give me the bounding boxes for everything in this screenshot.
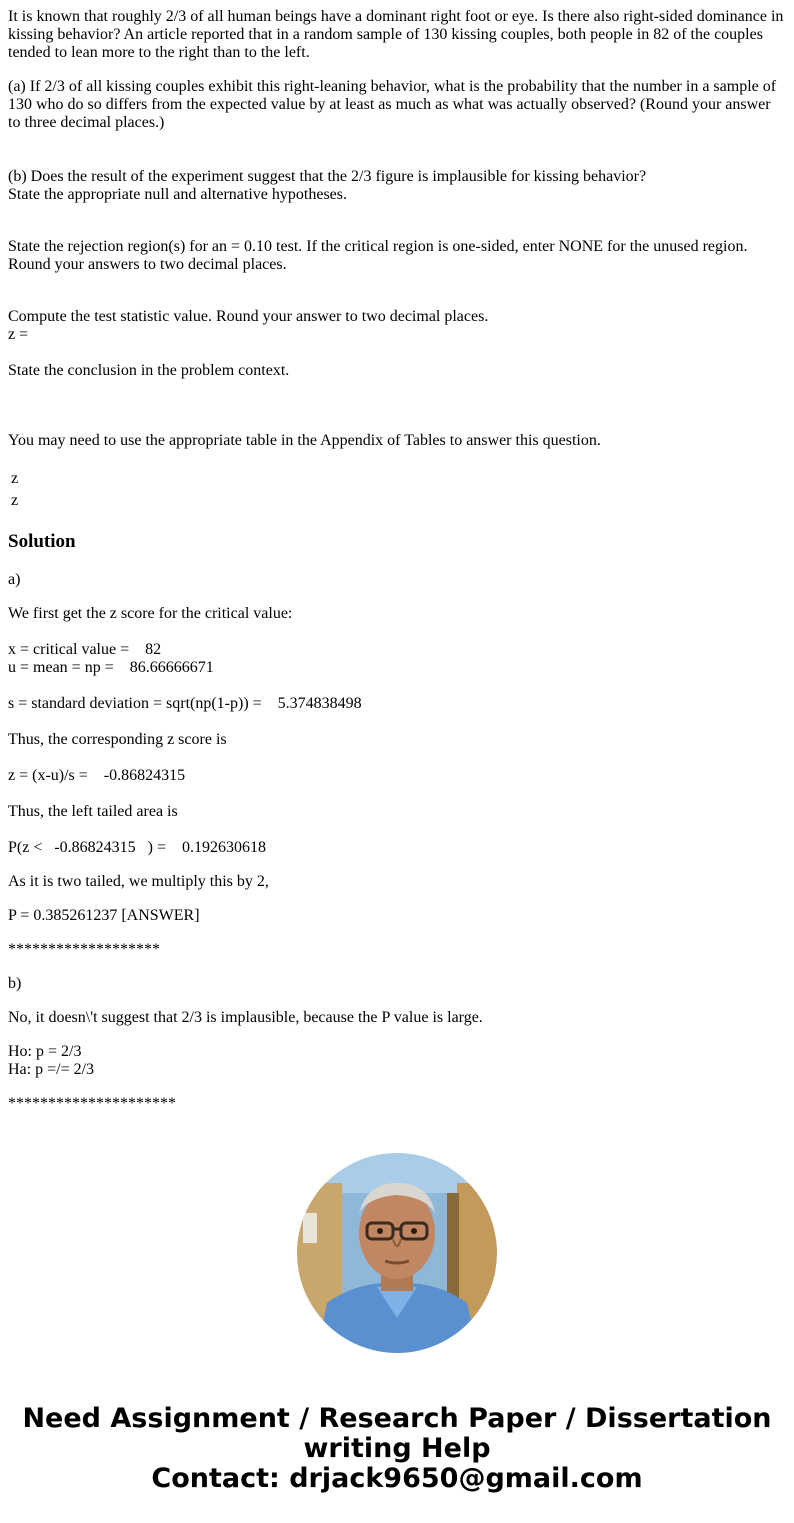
null-hypothesis: Ho: p = 2/3 xyxy=(8,1043,82,1060)
promo-contact: Contact: drjack9650@gmail.com xyxy=(151,1463,643,1494)
separator: ******************* xyxy=(8,941,160,958)
std-dev-line: s = standard deviation = sqrt(np(1-p)) = 5.374838498 xyxy=(8,695,362,712)
answer-line: P = 0.385261237 [ANSWER] xyxy=(8,907,200,924)
promo-line-2: writing Help xyxy=(303,1433,491,1464)
hypotheses-prompt: State the appropriate null and alternative hypotheses. xyxy=(8,186,347,203)
tutor-portrait-icon xyxy=(297,1153,497,1353)
question-part-b: (b) Does the result of the experiment suggest that the 2/3 figure is implausible for kissing behavior? xyxy=(8,168,647,185)
tutor-avatar xyxy=(297,1153,497,1353)
separator: ********************* xyxy=(8,1095,176,1112)
rejection-region-prompt: State the rejection region(s) for an = 0.10 test. If the critical region is one-sided, enter NONE for the unused region. xyxy=(8,238,748,255)
z-table-cell: z xyxy=(11,492,19,509)
z-answer-label: z = xyxy=(8,326,29,343)
z-table-cell: z xyxy=(11,470,19,487)
alternative-hypothesis: Ha: p =/= 2/3 xyxy=(8,1061,95,1078)
test-statistic-prompt: Compute the test statistic value. Round your answer to two decimal places. xyxy=(8,308,489,325)
solution-part-b-label: b) xyxy=(8,975,22,992)
critical-value-line: x = critical value = 82 xyxy=(8,641,162,658)
conclusion-prompt: State the conclusion in the problem context. xyxy=(8,362,290,379)
solution-b-text: No, it doesn\'t suggest that 2/3 is implausible, because the P value is large. xyxy=(8,1009,483,1026)
solution-heading: Solution xyxy=(8,531,76,552)
solution-a-intro: We first get the z score for the critical value: xyxy=(8,605,293,622)
solution-part-a-label: a) xyxy=(8,571,21,588)
promo-line-1: Need Assignment / Research Paper / Dissertation xyxy=(22,1403,772,1434)
appendix-note: You may need to use the appropriate table in the Appendix of Tables to answer this question. xyxy=(8,432,601,449)
rejection-rounding-note: Round your answers to two decimal places. xyxy=(8,256,287,273)
probability-line: P(z < -0.86824315 ) = 0.192630618 xyxy=(8,839,267,856)
two-tailed-note: As it is two tailed, we multiply this by 2, xyxy=(8,873,269,890)
z-score-intro: Thus, the corresponding z score is xyxy=(8,731,227,748)
question-part-a: (a) If 2/3 of all kissing couples exhibit this right-leaning behavior, what is the probability that the number in a sample of 130 who do so differs from the expected value by at least as much as what was actually observed? (Round your answer to three decimal places.) xyxy=(8,78,777,131)
left-tail-intro: Thus, the left tailed area is xyxy=(8,803,178,820)
z-score-line: z = (x-u)/s = -0.86824315 xyxy=(8,767,186,784)
question-intro: It is known that roughly 2/3 of all human beings have a dominant right foot or eye. Is there also right-sided dominance in kissing behavior? An article reported that in a random sample of 130 kissing couples, both people in 82 of the couples tended to lean more to the right than to the left. xyxy=(8,8,784,61)
mean-line: u = mean = np = 86.66666671 xyxy=(8,659,214,676)
